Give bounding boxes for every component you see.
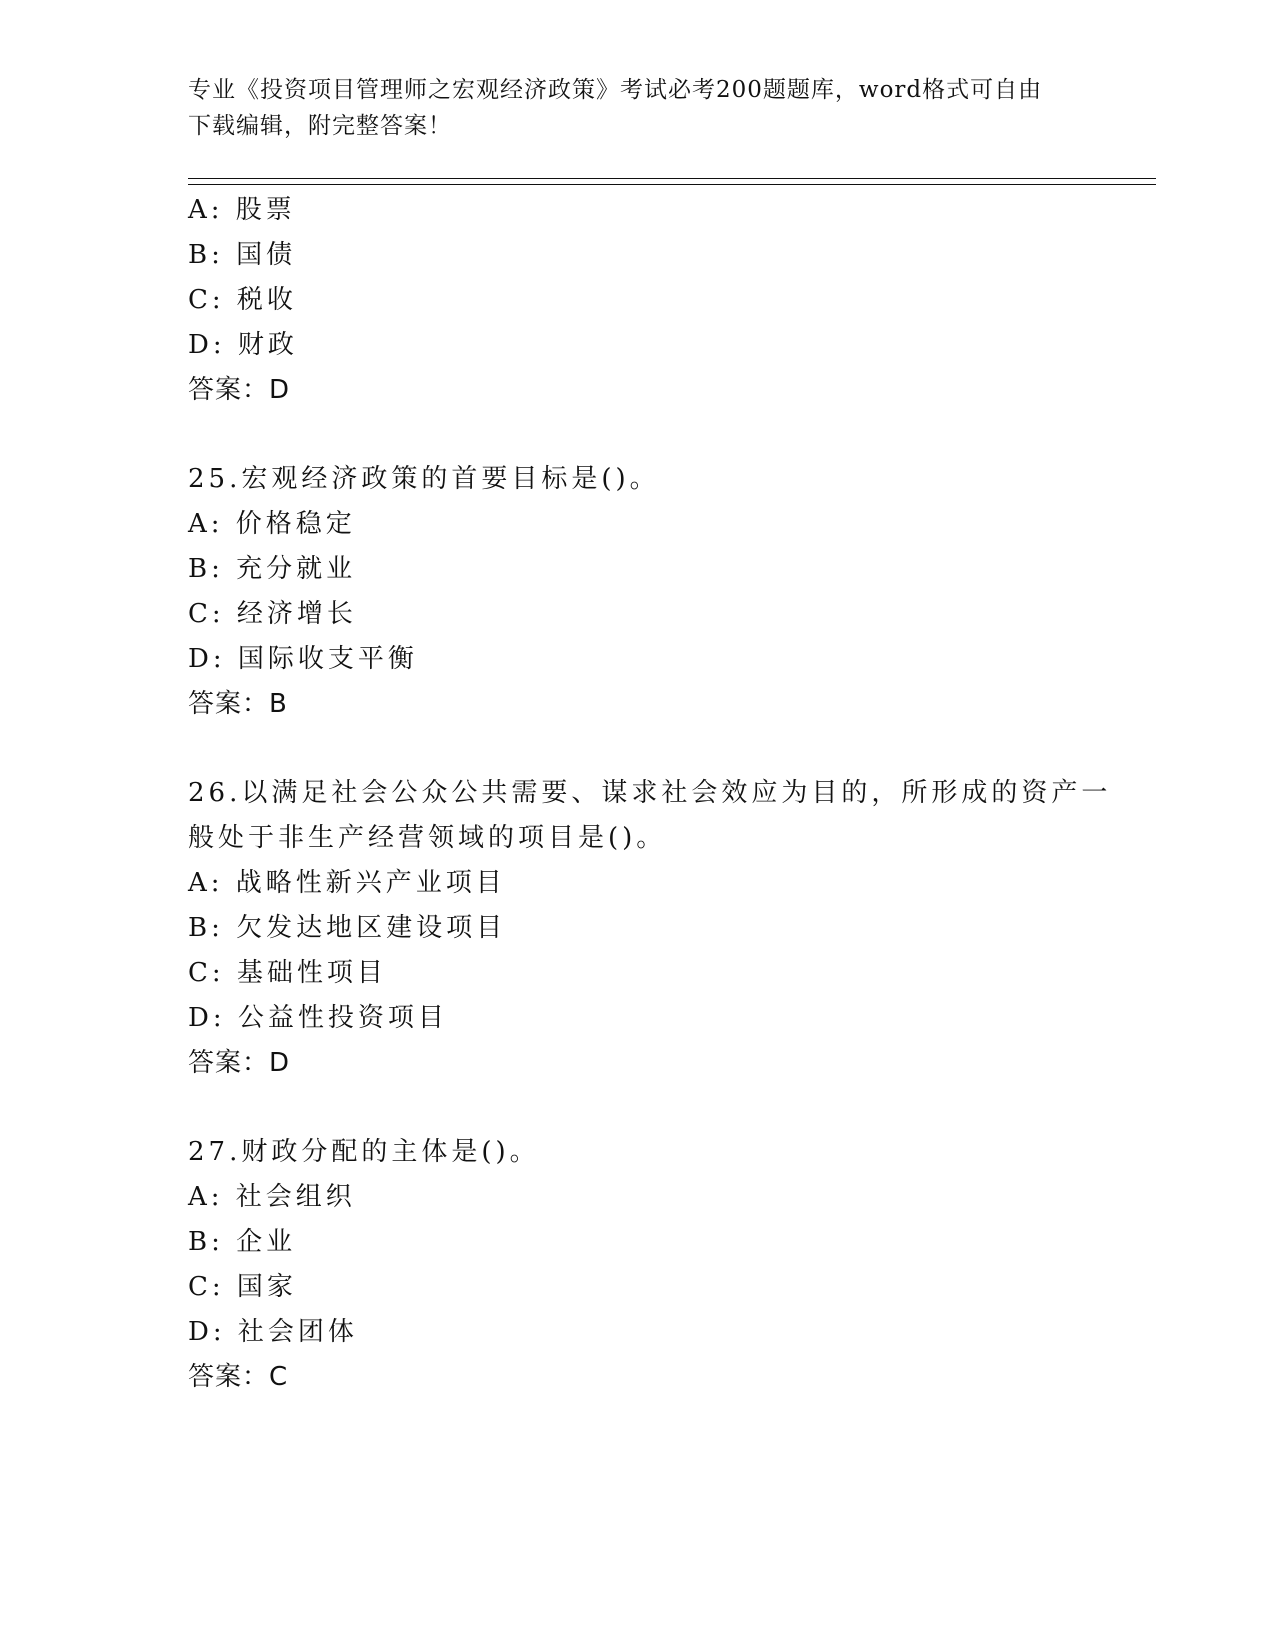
- q26-option-d: D: 公益性投资项目: [188, 1003, 448, 1033]
- q27-answer: 答案：C: [188, 1362, 289, 1392]
- q27-stem: 27.财政分配的主体是()。: [188, 1137, 540, 1167]
- header-divider-top: [188, 178, 1156, 179]
- document-header: [188, 72, 1068, 144]
- q24-option-b: B: 国债: [188, 240, 297, 270]
- q25-stem: 25.宏观经济政策的首要目标是()。: [188, 464, 660, 494]
- q25-option-d: D: 国际收支平衡: [188, 644, 418, 674]
- q26-stem-line-2: 般处于非生产经营领域的项目是()。: [188, 823, 667, 853]
- header-line-1: 专业《投资项目管理师之宏观经济政策》考试必考200题题库，word格式可自由: [188, 77, 1043, 103]
- q27-option-c: C: 国家: [188, 1272, 297, 1302]
- q26-option-c: C: 基础性项目: [188, 958, 387, 988]
- q25-option-b: B: 充分就业: [188, 554, 357, 584]
- header-line-2: 下载编辑，附完整答案！: [188, 113, 452, 139]
- q24-option-d: D: 财政: [188, 330, 298, 360]
- q24-option-c: C: 税收: [188, 285, 297, 315]
- q25-answer: 答案：B: [188, 689, 288, 719]
- q27-option-d: D: 社会团体: [188, 1317, 358, 1347]
- q26-answer: 答案：D: [188, 1048, 291, 1078]
- q26-option-b: B: 欠发达地区建设项目: [188, 913, 507, 943]
- q26-stem-line-1: 26.以满足社会公众公共需要、谋求社会效应为目的，所形成的资产一: [188, 778, 1112, 808]
- header-divider-bottom: [188, 184, 1156, 185]
- q24-option-a: A: 股票: [188, 195, 296, 225]
- q27-option-a: A: 社会组织: [188, 1182, 356, 1212]
- q25-option-a: A: 价格稳定: [188, 509, 356, 539]
- q26-option-a: A: 战略性新兴产业项目: [188, 868, 506, 898]
- q25-option-c: C: 经济增长: [188, 599, 357, 629]
- q27-option-b: B: 企业: [188, 1227, 297, 1257]
- q24-answer: 答案：D: [188, 375, 291, 405]
